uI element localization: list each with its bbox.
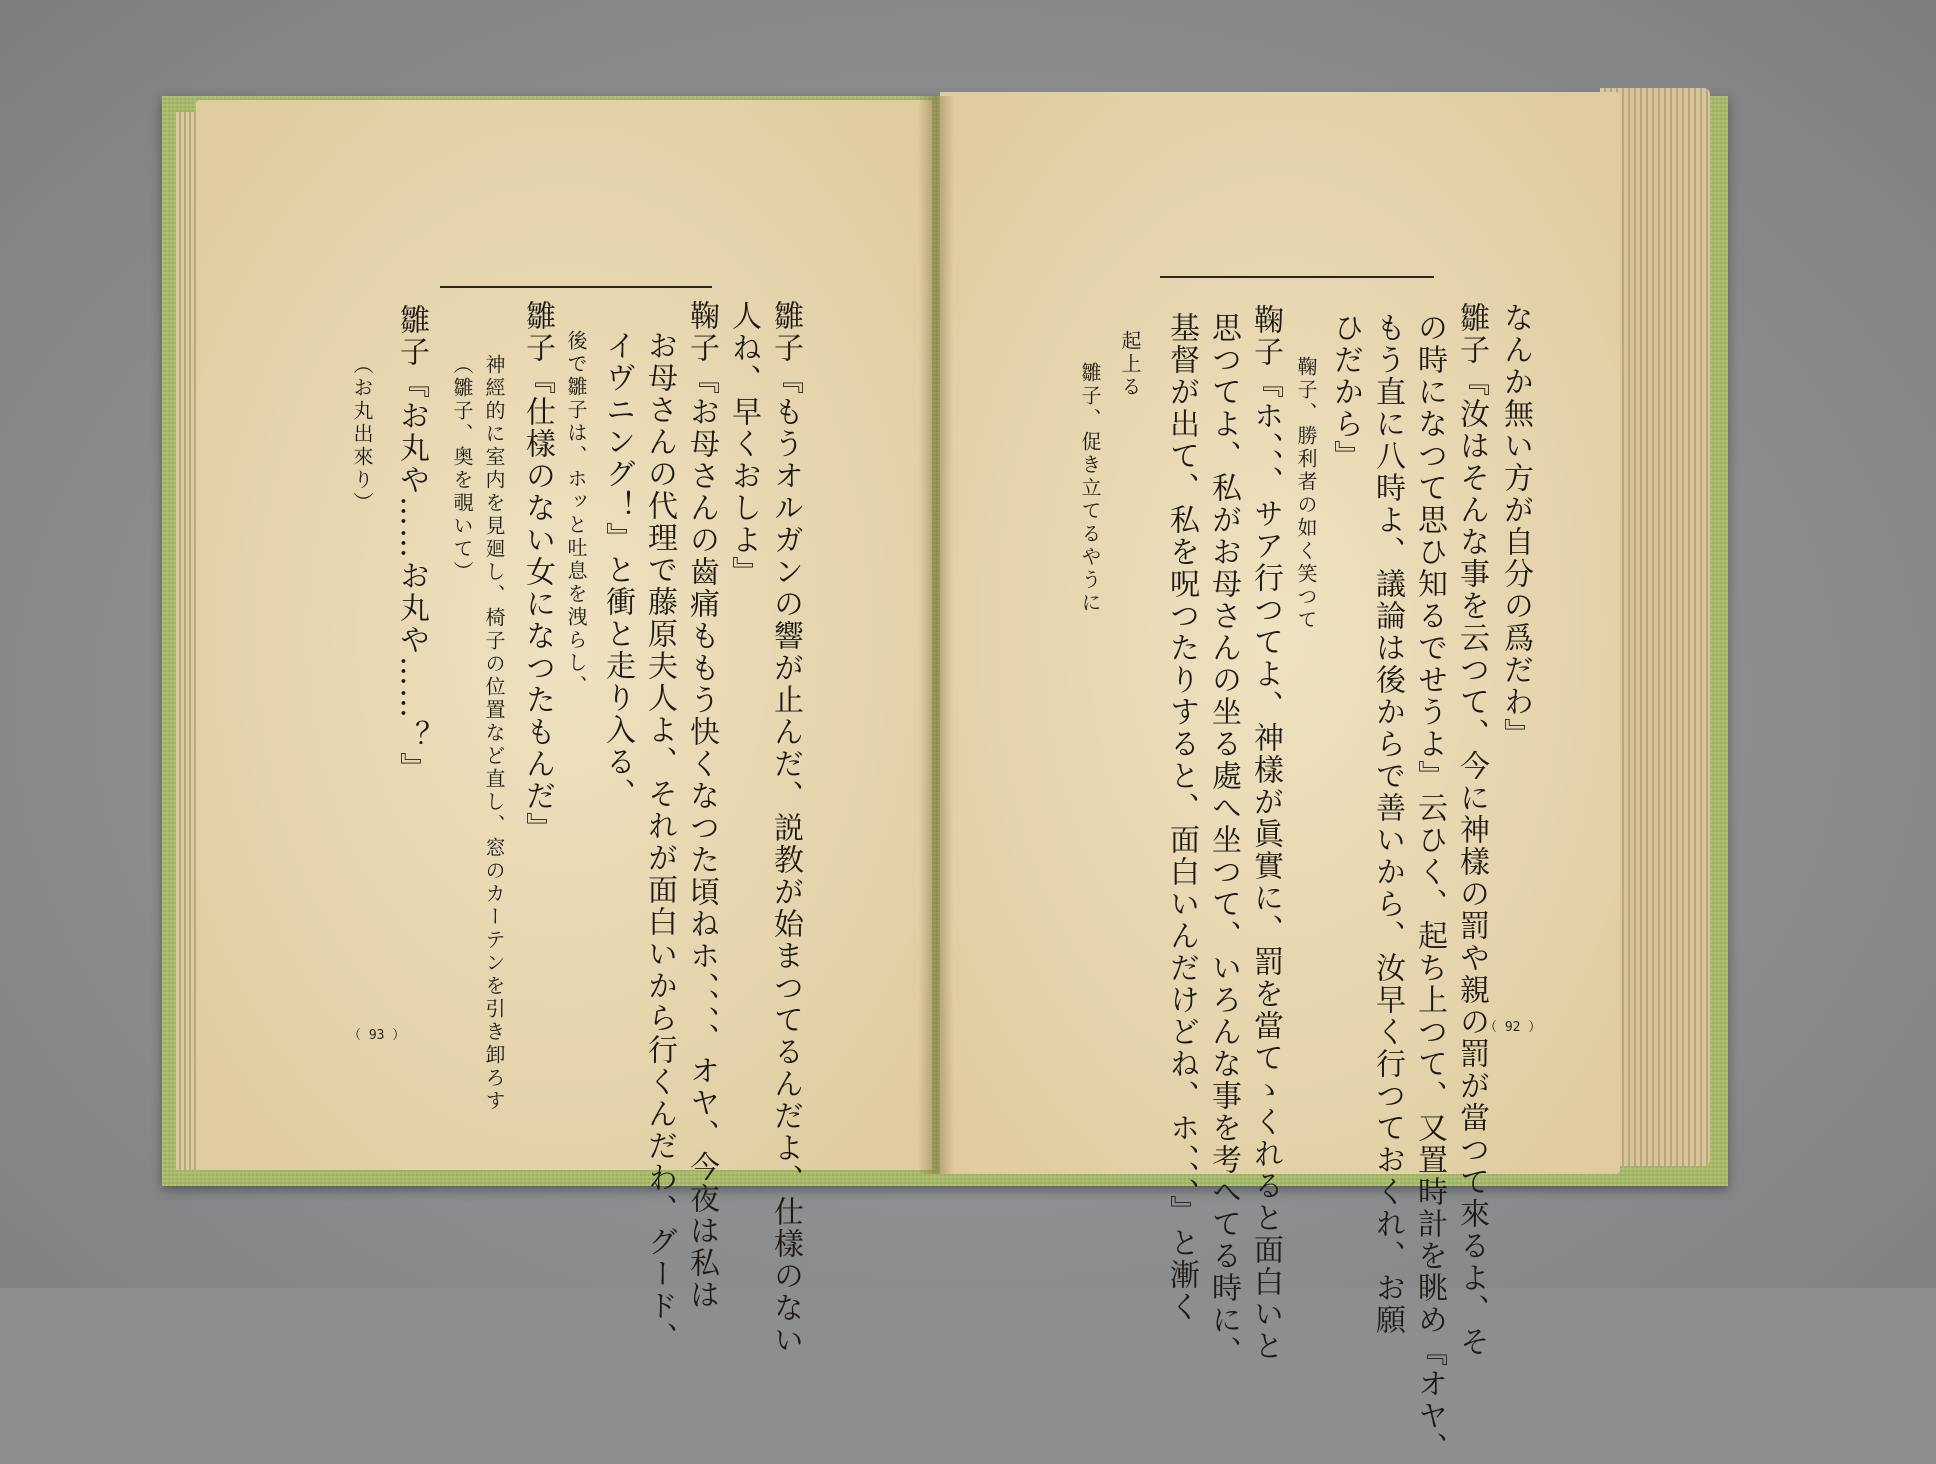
right-text-line-4: もう直に八時よ、議論は後からで善いから、汝早く行つておくれ、お願 [1370,312,1405,1336]
right-page-number: （ 92 ） [1484,1020,1542,1035]
right-text-line-1: なんか無い方が自分の爲だわ』 [1498,302,1533,750]
right-text-line-2: 雛子『汝はそんな事を云つて、今に神樣の罰や親の罰が當つて來るよ、そ [1454,302,1489,1358]
right-text-line-7: 思つてよ、私がお母さんの坐る處へ坐つて、いろんな事を考へてる時に、 [1206,312,1241,1368]
left-text-line-4: お母さんの代理で藤原夫人よ、それが面白いから行くんだわ、グード、 [642,330,677,1354]
left-text-line-6: 雛子『仕樣のない女になつたもんだ』 [520,300,555,844]
left-text-line-2: 人ね、早くおしよ』 [726,300,761,588]
right-page-rule [1160,276,1434,278]
left-page-rule [440,286,712,288]
left-stage-direction-4: （お丸出來り） [350,354,374,515]
left-stage-direction-2: 神經的に室内を見廻し、椅子の位置など直し、窓のカーテンを引き卸ろす [482,354,506,1113]
left-text-line-1: 雛子『もうオルガンの響が止んだ、説教が始まつてるんだよ、仕樣のない [768,300,803,1356]
left-stage-direction-1: 後で雛子は、ホッと吐息を洩らし、 [564,330,588,698]
right-text-line-5: ひだから』 [1328,312,1363,472]
page-edges-left [176,112,198,1170]
left-stage-direction-3: （雛子、奥を覗いて） [450,354,474,584]
right-text-line-3: の時になつて思ひ知るでせうよ』云ひく、起ち上つて、又置時計を眺め『オヤ、 [1412,312,1447,1464]
right-stage-direction-1: 鞠子、勝利者の如く笑つて [1294,356,1318,632]
right-text-line-8: 基督が出て、私を呪つたりすると、面白いんだけどね、ホ、、、』と漸く [1164,312,1199,1323]
right-stage-direction-2: 起上る [1118,330,1142,399]
right-text-line-6: 鞠子『ホ、、、サア行つてよ、神樣が眞實に、罰を當てゝくれると面白いと [1248,304,1283,1362]
left-text-line-7: 雛子『お丸や……お丸や……？』 [394,304,429,784]
left-text-line-3: 鞠子『お母さんの齒痛ももう快くなつた頃ねホ、、、、オヤ、今夜は私は [684,300,719,1311]
book-gutter [918,96,954,1174]
right-stage-direction-3: 雛子、促き立てるやうに [1078,362,1102,615]
left-page-number: （ 93 ） [348,1028,406,1043]
left-text-line-5: イヴニング！』と衝と走り入る、 [600,330,635,810]
